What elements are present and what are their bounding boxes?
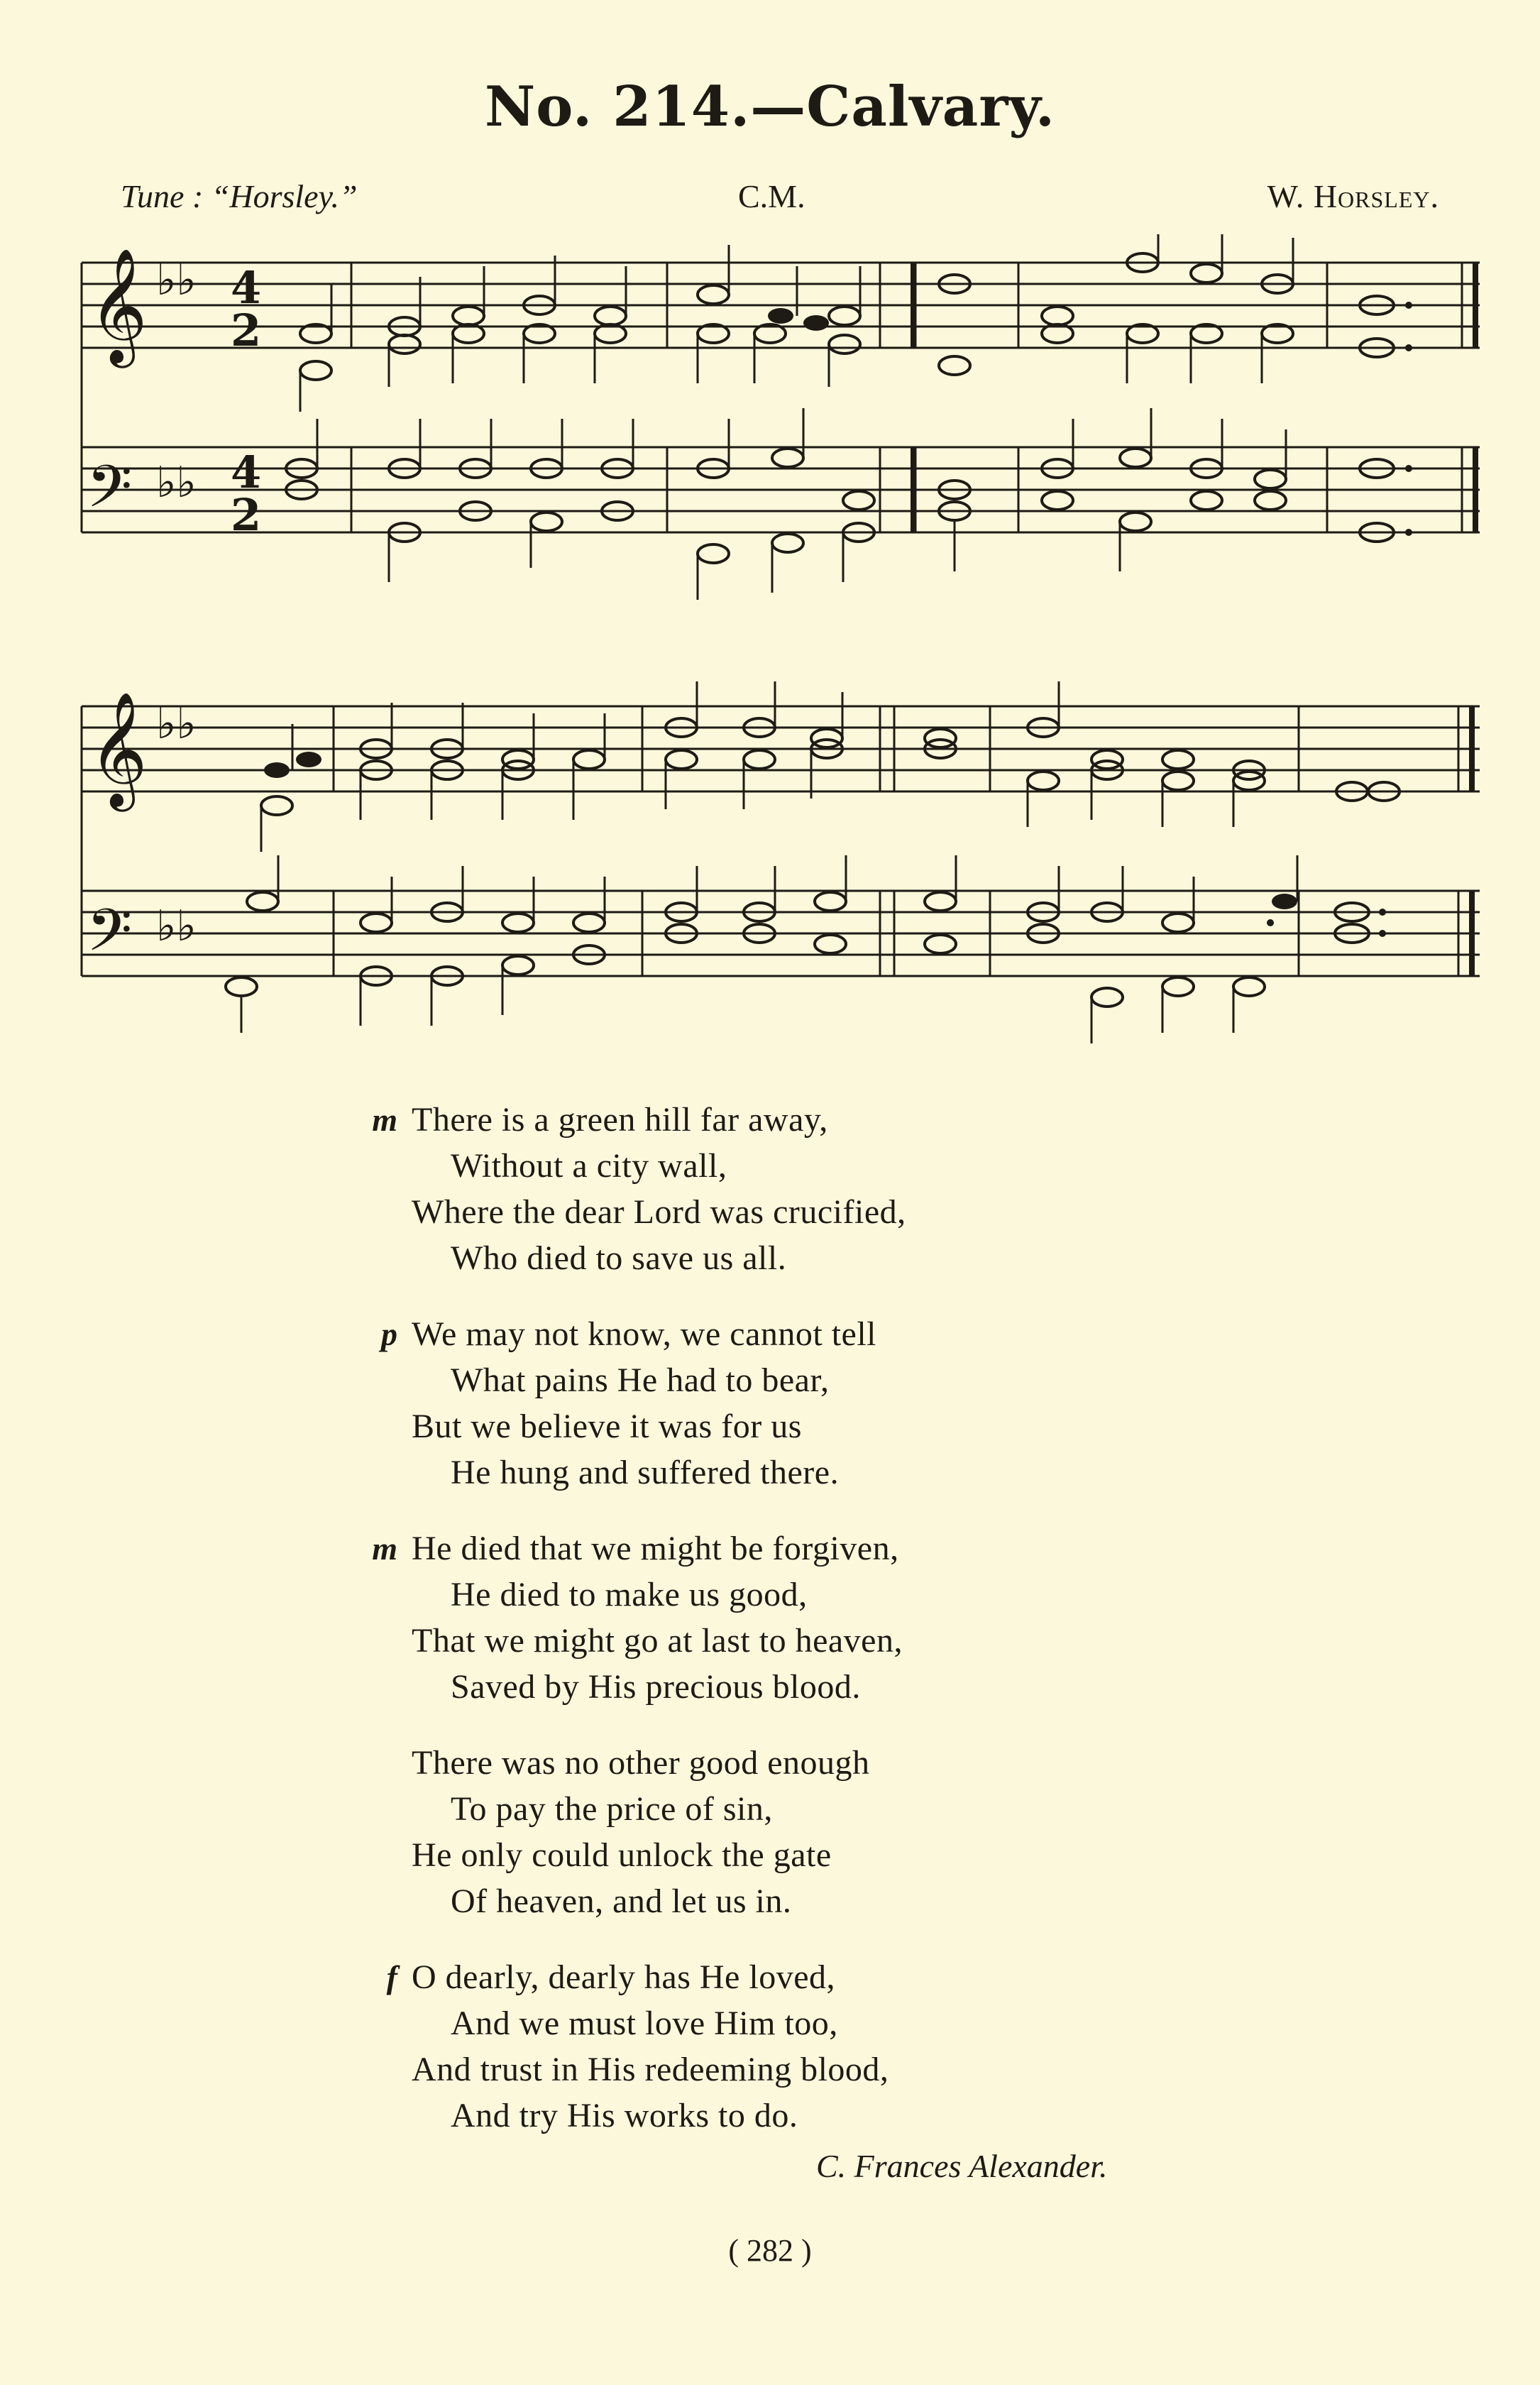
tune-label [121, 177, 358, 215]
verse-5 [386, 1954, 906, 2139]
verse-line: O dearly, dearly has He loved, [412, 1958, 835, 1996]
verse-line: He died that we might be forgiven, [412, 1530, 899, 1567]
svg-text:4: 4 [231, 262, 262, 314]
verse-line: Of heaven, and let us in. [451, 1882, 792, 1920]
verse-line: He died to make us good, [451, 1576, 808, 1613]
meter-label: C.M. [738, 178, 805, 214]
verse-line: He only could unlock the gate [412, 1836, 832, 1874]
verse-line: And trust in His redeeming blood, [412, 2051, 889, 2088]
verse-line: Without a city wall, [451, 1147, 727, 1185]
verse-2 [381, 1311, 906, 1496]
verse-line: Where the dear Lord was crucified, [412, 1193, 906, 1231]
dynamic-marking: p [381, 1316, 397, 1352]
svg-text:𝄢: 𝄢 [87, 452, 133, 535]
music-system-1 [0, 234, 1540, 603]
author-credit: C. Frances Alexander. [816, 2148, 1108, 2184]
verse-line: We may not know, we cannot tell [412, 1315, 877, 1353]
verse-line: Saved by His precious blood. [451, 1668, 861, 1706]
verse-line: To pay the price of sin, [451, 1790, 773, 1828]
verse-line: And try His works to do. [451, 2097, 798, 2134]
svg-text:𝄞: 𝄞 [89, 691, 148, 807]
svg-text:𝄞: 𝄞 [89, 248, 148, 363]
music-system-2 [0, 674, 1540, 1043]
tune-name: “Horsley.” [211, 178, 358, 214]
verse-line: There is a green hill far away, [412, 1101, 828, 1139]
verse-4 [412, 1740, 906, 1924]
verse-line: He hung and suffered there. [451, 1454, 840, 1491]
hymn-verses [372, 1097, 906, 2169]
hymn-title: No. 214.—Calvary. [485, 75, 1055, 139]
svg-text:4: 4 [231, 446, 262, 498]
svg-text:♭♭: ♭♭ [156, 901, 197, 951]
verse-line: That we might go at last to heaven, [412, 1622, 903, 1660]
svg-text:2: 2 [231, 305, 262, 356]
verse-3 [372, 1525, 906, 1710]
tune-prefix: Tune : [121, 178, 204, 214]
verse-1 [372, 1097, 906, 1281]
page-number: ( 282 ) [728, 2233, 812, 2268]
verse-line: And we must love Him too, [451, 2005, 838, 2042]
dynamic-marking: m [372, 1530, 397, 1567]
svg-text:♭♭: ♭♭ [156, 458, 197, 508]
svg-text:♭♭: ♭♭ [156, 699, 197, 749]
verse-line: What pains He had to bear, [451, 1361, 830, 1399]
svg-text:♭♭: ♭♭ [156, 256, 197, 305]
verse-line: Who died to save us all. [451, 1239, 787, 1277]
dynamic-marking: f [386, 1959, 397, 1995]
svg-text:𝄢: 𝄢 [87, 896, 133, 979]
verse-line: But we believe it was for us [412, 1408, 802, 1445]
dynamic-marking: m [372, 1102, 397, 1138]
svg-text:2: 2 [231, 489, 262, 541]
composer-label: W. Horsley. [1267, 178, 1439, 214]
verse-line: There was no other good enough [412, 1744, 870, 1782]
